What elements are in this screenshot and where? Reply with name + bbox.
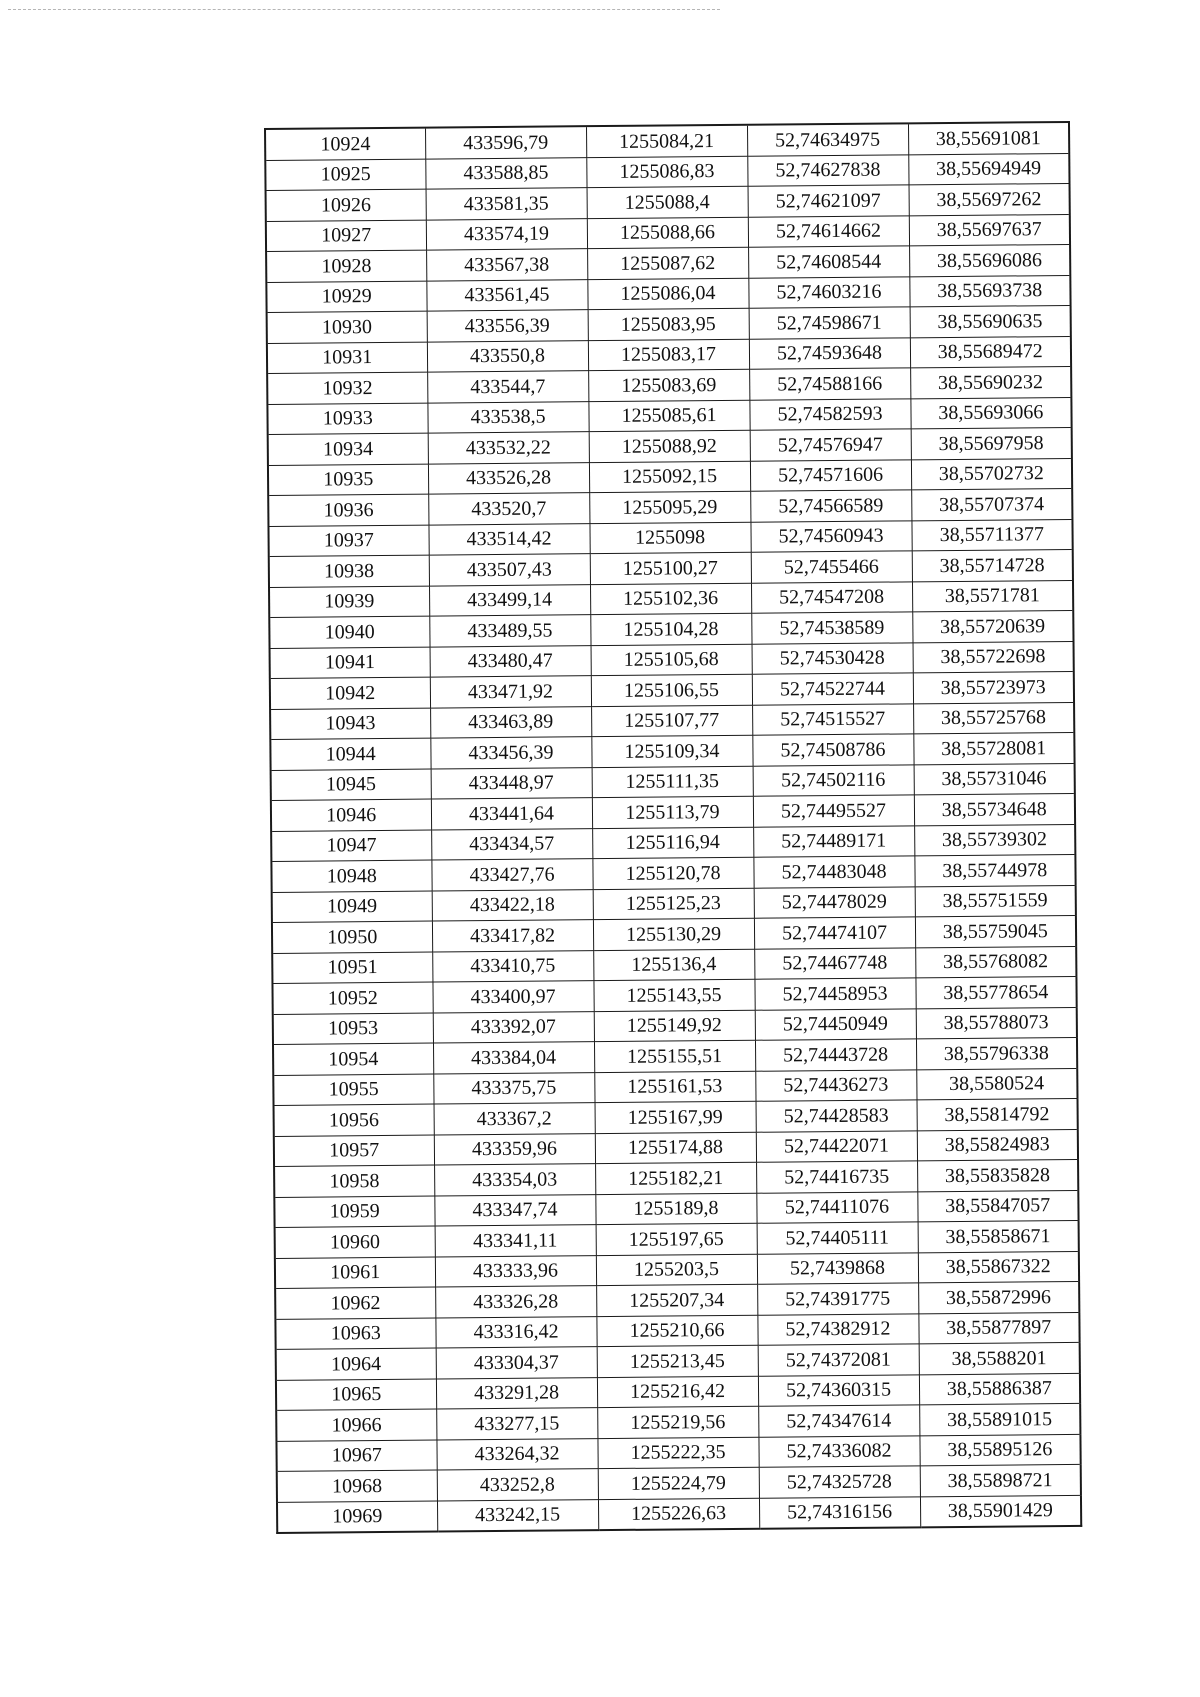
y-coordinate-cell: 1255161,53 xyxy=(594,1071,755,1103)
coordinates-table-body xyxy=(265,122,1081,1533)
point-number-cell: 10936 xyxy=(268,494,428,526)
longitude-cell: 38,55901429 xyxy=(920,1495,1081,1527)
x-coordinate-cell: 433392,07 xyxy=(433,1011,594,1043)
y-coordinate-cell: 1255083,17 xyxy=(588,339,749,371)
latitude-cell: 52,74495527 xyxy=(753,795,914,827)
x-coordinate-cell: 433581,35 xyxy=(426,188,587,220)
x-coordinate-cell: 433291,28 xyxy=(436,1377,597,1409)
x-coordinate-cell: 433359,96 xyxy=(434,1133,595,1165)
point-number-cell: 10944 xyxy=(270,738,430,770)
y-coordinate-cell: 1255189,8 xyxy=(595,1193,756,1225)
point-number-cell: 10938 xyxy=(269,555,429,587)
point-number-cell: 10943 xyxy=(270,708,430,740)
y-coordinate-cell: 1255087,62 xyxy=(587,247,748,279)
y-coordinate-cell: 1255083,69 xyxy=(588,369,749,401)
latitude-cell: 52,74608544 xyxy=(748,246,909,278)
x-coordinate-cell: 433456,39 xyxy=(430,737,591,769)
y-coordinate-cell: 1255088,66 xyxy=(587,217,748,249)
longitude-cell: 38,55690635 xyxy=(910,305,1071,337)
y-coordinate-cell: 1255098 xyxy=(589,522,750,554)
latitude-cell: 52,74316156 xyxy=(759,1496,920,1528)
x-coordinate-cell: 433550,8 xyxy=(427,340,588,372)
y-coordinate-cell: 1255106,55 xyxy=(591,674,752,706)
latitude-cell: 52,74347614 xyxy=(758,1405,919,1437)
point-number-cell: 10963 xyxy=(275,1318,435,1350)
latitude-cell: 52,74576947 xyxy=(750,429,911,461)
latitude-cell: 52,74598671 xyxy=(749,307,910,339)
y-coordinate-cell: 1255083,95 xyxy=(588,308,749,340)
latitude-cell: 52,74436273 xyxy=(755,1069,916,1101)
x-coordinate-cell: 433556,39 xyxy=(427,310,588,342)
y-coordinate-cell: 1255100,27 xyxy=(590,552,751,584)
x-coordinate-cell: 433354,03 xyxy=(434,1164,595,1196)
latitude-cell: 52,74621097 xyxy=(748,185,909,217)
y-coordinate-cell: 1255086,04 xyxy=(587,278,748,310)
point-number-cell: 10939 xyxy=(269,586,429,618)
y-coordinate-cell: 1255167,99 xyxy=(595,1101,756,1133)
longitude-cell: 38,55697958 xyxy=(911,427,1072,459)
x-coordinate-cell: 433384,04 xyxy=(433,1042,594,1074)
latitude-cell: 52,74478029 xyxy=(754,886,915,918)
latitude-cell: 52,74502116 xyxy=(753,764,914,796)
y-coordinate-cell: 1255125,23 xyxy=(593,888,754,920)
longitude-cell: 38,55835828 xyxy=(917,1159,1078,1191)
point-number-cell: 10927 xyxy=(266,220,426,252)
point-number-cell: 10967 xyxy=(276,1440,436,1472)
point-number-cell: 10948 xyxy=(271,860,431,892)
latitude-cell: 52,74428583 xyxy=(756,1100,917,1132)
y-coordinate-cell: 1255107,77 xyxy=(591,705,752,737)
longitude-cell: 38,55693738 xyxy=(909,275,1070,307)
x-coordinate-cell: 433400,97 xyxy=(432,981,593,1013)
x-coordinate-cell: 433507,43 xyxy=(429,554,590,586)
point-number-cell: 10947 xyxy=(271,830,431,862)
x-coordinate-cell: 433264,32 xyxy=(436,1438,597,1470)
scan-artifact-line xyxy=(8,9,720,10)
point-number-cell: 10969 xyxy=(277,1501,437,1533)
latitude-cell: 52,74614662 xyxy=(748,215,909,247)
y-coordinate-cell: 1255219,56 xyxy=(597,1406,758,1438)
x-coordinate-cell: 433448,97 xyxy=(431,767,592,799)
point-number-cell: 10926 xyxy=(266,189,426,221)
y-coordinate-cell: 1255088,92 xyxy=(589,430,750,462)
latitude-cell: 52,74571606 xyxy=(750,459,911,491)
longitude-cell: 38,55886387 xyxy=(919,1373,1080,1405)
longitude-cell: 38,55814792 xyxy=(917,1098,1078,1130)
point-number-cell: 10959 xyxy=(274,1196,434,1228)
coordinates-table xyxy=(264,121,1082,1534)
point-number-cell: 10957 xyxy=(274,1135,434,1167)
y-coordinate-cell: 1255104,28 xyxy=(590,613,751,645)
latitude-cell: 52,74582593 xyxy=(749,398,910,430)
x-coordinate-cell: 433316,42 xyxy=(435,1316,596,1348)
longitude-cell: 38,55728081 xyxy=(913,732,1074,764)
longitude-cell: 38,55759045 xyxy=(915,915,1076,947)
point-number-cell: 10933 xyxy=(267,403,427,435)
x-coordinate-cell: 433567,38 xyxy=(426,249,587,281)
x-coordinate-cell: 433526,28 xyxy=(428,462,589,494)
x-coordinate-cell: 433333,96 xyxy=(435,1255,596,1287)
y-coordinate-cell: 1255143,55 xyxy=(593,979,754,1011)
latitude-cell: 52,74382912 xyxy=(757,1313,918,1345)
point-number-cell: 10930 xyxy=(267,311,427,343)
point-number-cell: 10945 xyxy=(271,769,431,801)
longitude-cell: 38,55824983 xyxy=(917,1129,1078,1161)
x-coordinate-cell: 433427,76 xyxy=(431,859,592,891)
longitude-cell: 38,55778654 xyxy=(915,976,1076,1008)
x-coordinate-cell: 433499,14 xyxy=(429,584,590,616)
point-number-cell: 10956 xyxy=(274,1104,434,1136)
point-number-cell: 10931 xyxy=(267,342,427,374)
longitude-cell: 38,55690232 xyxy=(910,366,1071,398)
latitude-cell: 52,74325728 xyxy=(759,1466,920,1498)
longitude-cell: 38,55731046 xyxy=(914,763,1075,795)
y-coordinate-cell: 1255207,34 xyxy=(596,1284,757,1316)
x-coordinate-cell: 433596,79 xyxy=(425,126,586,158)
latitude-cell: 52,74547208 xyxy=(751,581,912,613)
x-coordinate-cell: 433375,75 xyxy=(433,1072,594,1104)
longitude-cell: 38,55722698 xyxy=(913,641,1074,673)
x-coordinate-cell: 433471,92 xyxy=(430,676,591,708)
y-coordinate-cell: 1255149,92 xyxy=(594,1010,755,1042)
longitude-cell: 38,55872996 xyxy=(918,1281,1079,1313)
x-coordinate-cell: 433441,64 xyxy=(431,798,592,830)
latitude-cell: 52,74474107 xyxy=(754,917,915,949)
y-coordinate-cell: 1255088,4 xyxy=(587,186,748,218)
y-coordinate-cell: 1255155,51 xyxy=(594,1040,755,1072)
x-coordinate-cell: 433242,15 xyxy=(437,1499,598,1531)
latitude-cell: 52,7439868 xyxy=(757,1252,918,1284)
point-number-cell: 10942 xyxy=(270,677,430,709)
y-coordinate-cell: 1255084,21 xyxy=(586,125,747,157)
latitude-cell: 52,74336082 xyxy=(758,1435,919,1467)
x-coordinate-cell: 433434,57 xyxy=(431,828,592,860)
x-coordinate-cell: 433544,7 xyxy=(427,371,588,403)
longitude-cell: 38,55751559 xyxy=(915,885,1076,917)
longitude-cell: 38,55744978 xyxy=(914,854,1075,886)
longitude-cell: 38,55714728 xyxy=(912,549,1073,581)
point-number-cell: 10932 xyxy=(267,372,427,404)
point-number-cell: 10958 xyxy=(274,1165,434,1197)
latitude-cell: 52,74560943 xyxy=(750,520,911,552)
y-coordinate-cell: 1255203,5 xyxy=(596,1254,757,1286)
latitude-cell: 52,74634975 xyxy=(747,123,908,155)
point-number-cell: 10935 xyxy=(268,464,428,496)
y-coordinate-cell: 1255174,88 xyxy=(595,1132,756,1164)
point-number-cell: 10962 xyxy=(275,1287,435,1319)
longitude-cell: 38,55694949 xyxy=(908,153,1069,185)
longitude-cell: 38,55768082 xyxy=(915,946,1076,978)
latitude-cell: 52,7455466 xyxy=(751,551,912,583)
x-coordinate-cell: 433347,74 xyxy=(434,1194,595,1226)
y-coordinate-cell: 1255120,78 xyxy=(592,857,753,889)
point-number-cell: 10966 xyxy=(276,1409,436,1441)
x-coordinate-cell: 433514,42 xyxy=(428,523,589,555)
latitude-cell: 52,74411076 xyxy=(756,1191,917,1223)
longitude-cell: 38,55877897 xyxy=(918,1312,1079,1344)
y-coordinate-cell: 1255130,29 xyxy=(593,918,754,950)
point-number-cell: 10941 xyxy=(270,647,430,679)
x-coordinate-cell: 433489,55 xyxy=(429,615,590,647)
longitude-cell: 38,5588201 xyxy=(919,1342,1080,1374)
y-coordinate-cell: 1255136,4 xyxy=(593,949,754,981)
longitude-cell: 38,5580524 xyxy=(916,1068,1077,1100)
y-coordinate-cell: 1255086,83 xyxy=(586,156,747,188)
point-number-cell: 10952 xyxy=(272,982,432,1014)
point-number-cell: 10961 xyxy=(275,1257,435,1289)
latitude-cell: 52,74450949 xyxy=(755,1008,916,1040)
point-number-cell: 10955 xyxy=(273,1074,433,1106)
longitude-cell: 38,55707374 xyxy=(911,488,1072,520)
latitude-cell: 52,74515527 xyxy=(752,703,913,735)
longitude-cell: 38,55723973 xyxy=(913,671,1074,703)
x-coordinate-cell: 433252,8 xyxy=(437,1469,598,1501)
point-number-cell: 10951 xyxy=(272,952,432,984)
latitude-cell: 52,74416735 xyxy=(756,1161,917,1193)
longitude-cell: 38,5571781 xyxy=(912,580,1073,612)
point-number-cell: 10924 xyxy=(265,128,425,160)
y-coordinate-cell: 1255102,36 xyxy=(590,583,751,615)
x-coordinate-cell: 433561,45 xyxy=(426,279,587,311)
x-coordinate-cell: 433341,11 xyxy=(435,1225,596,1257)
y-coordinate-cell: 1255182,21 xyxy=(595,1162,756,1194)
point-number-cell: 10953 xyxy=(273,1013,433,1045)
x-coordinate-cell: 433367,2 xyxy=(434,1103,595,1135)
longitude-cell: 38,55697262 xyxy=(909,183,1070,215)
x-coordinate-cell: 433326,28 xyxy=(435,1286,596,1318)
y-coordinate-cell: 1255095,29 xyxy=(589,491,750,523)
latitude-cell: 52,74530428 xyxy=(752,642,913,674)
latitude-cell: 52,74603216 xyxy=(748,276,909,308)
latitude-cell: 52,74588166 xyxy=(749,368,910,400)
x-coordinate-cell: 433277,15 xyxy=(436,1408,597,1440)
y-coordinate-cell: 1255216,42 xyxy=(597,1376,758,1408)
x-coordinate-cell: 433422,18 xyxy=(432,889,593,921)
latitude-cell: 52,74538589 xyxy=(751,612,912,644)
longitude-cell: 38,55702732 xyxy=(911,458,1072,490)
y-coordinate-cell: 1255105,68 xyxy=(591,644,752,676)
point-number-cell: 10949 xyxy=(272,891,432,923)
y-coordinate-cell: 1255222,35 xyxy=(597,1437,758,1469)
latitude-cell: 52,74391775 xyxy=(757,1283,918,1315)
longitude-cell: 38,55891015 xyxy=(919,1403,1080,1435)
longitude-cell: 38,55720639 xyxy=(912,610,1073,642)
latitude-cell: 52,74593648 xyxy=(749,337,910,369)
latitude-cell: 52,74372081 xyxy=(758,1344,919,1376)
point-number-cell: 10928 xyxy=(266,250,426,282)
point-number-cell: 10950 xyxy=(272,921,432,953)
longitude-cell: 38,55895126 xyxy=(919,1434,1080,1466)
point-number-cell: 10934 xyxy=(268,433,428,465)
longitude-cell: 38,55788073 xyxy=(916,1007,1077,1039)
x-coordinate-cell: 433520,7 xyxy=(428,493,589,525)
point-number-cell: 10940 xyxy=(269,616,429,648)
y-coordinate-cell: 1255109,34 xyxy=(591,735,752,767)
longitude-cell: 38,55697637 xyxy=(909,214,1070,246)
y-coordinate-cell: 1255116,94 xyxy=(592,827,753,859)
point-number-cell: 10968 xyxy=(277,1470,437,1502)
longitude-cell: 38,55867322 xyxy=(918,1251,1079,1283)
latitude-cell: 52,74458953 xyxy=(754,978,915,1010)
longitude-cell: 38,55847057 xyxy=(917,1190,1078,1222)
latitude-cell: 52,74566589 xyxy=(750,490,911,522)
x-coordinate-cell: 433588,85 xyxy=(425,157,586,189)
point-number-cell: 10946 xyxy=(271,799,431,831)
y-coordinate-cell: 1255113,79 xyxy=(592,796,753,828)
latitude-cell: 52,74443728 xyxy=(755,1039,916,1071)
longitude-cell: 38,55696086 xyxy=(909,244,1070,276)
x-coordinate-cell: 433574,19 xyxy=(426,218,587,250)
latitude-cell: 52,74360315 xyxy=(758,1374,919,1406)
point-number-cell: 10925 xyxy=(265,159,425,191)
x-coordinate-cell: 433538,5 xyxy=(427,401,588,433)
point-number-cell: 10964 xyxy=(276,1348,436,1380)
point-number-cell: 10937 xyxy=(268,525,428,557)
x-coordinate-cell: 433480,47 xyxy=(430,645,591,677)
y-coordinate-cell: 1255085,61 xyxy=(588,400,749,432)
longitude-cell: 38,55898721 xyxy=(920,1464,1081,1496)
y-coordinate-cell: 1255197,65 xyxy=(596,1223,757,1255)
latitude-cell: 52,74483048 xyxy=(753,856,914,888)
table-row xyxy=(277,1495,1081,1533)
y-coordinate-cell: 1255111,35 xyxy=(592,766,753,798)
x-coordinate-cell: 433417,82 xyxy=(432,920,593,952)
y-coordinate-cell: 1255226,63 xyxy=(598,1498,759,1530)
latitude-cell: 52,74522744 xyxy=(752,673,913,705)
x-coordinate-cell: 433463,89 xyxy=(430,706,591,738)
point-number-cell: 10954 xyxy=(273,1043,433,1075)
y-coordinate-cell: 1255210,66 xyxy=(596,1315,757,1347)
y-coordinate-cell: 1255213,45 xyxy=(597,1345,758,1377)
latitude-cell: 52,74627838 xyxy=(747,154,908,186)
longitude-cell: 38,55858671 xyxy=(918,1220,1079,1252)
y-coordinate-cell: 1255092,15 xyxy=(589,461,750,493)
longitude-cell: 38,55734648 xyxy=(914,793,1075,825)
latitude-cell: 52,74489171 xyxy=(753,825,914,857)
longitude-cell: 38,55796338 xyxy=(916,1037,1077,1069)
latitude-cell: 52,74405111 xyxy=(757,1222,918,1254)
longitude-cell: 38,55693066 xyxy=(910,397,1071,429)
longitude-cell: 38,55691081 xyxy=(908,122,1069,154)
x-coordinate-cell: 433304,37 xyxy=(436,1347,597,1379)
latitude-cell: 52,74422071 xyxy=(756,1130,917,1162)
longitude-cell: 38,55711377 xyxy=(911,519,1072,551)
y-coordinate-cell: 1255224,79 xyxy=(598,1467,759,1499)
point-number-cell: 10960 xyxy=(275,1226,435,1258)
longitude-cell: 38,55739302 xyxy=(914,824,1075,856)
x-coordinate-cell: 433532,22 xyxy=(428,432,589,464)
longitude-cell: 38,55689472 xyxy=(910,336,1071,368)
longitude-cell: 38,55725768 xyxy=(913,702,1074,734)
point-number-cell: 10929 xyxy=(266,281,426,313)
latitude-cell: 52,74467748 xyxy=(754,947,915,979)
point-number-cell: 10965 xyxy=(276,1379,436,1411)
latitude-cell: 52,74508786 xyxy=(752,734,913,766)
x-coordinate-cell: 433410,75 xyxy=(432,950,593,982)
